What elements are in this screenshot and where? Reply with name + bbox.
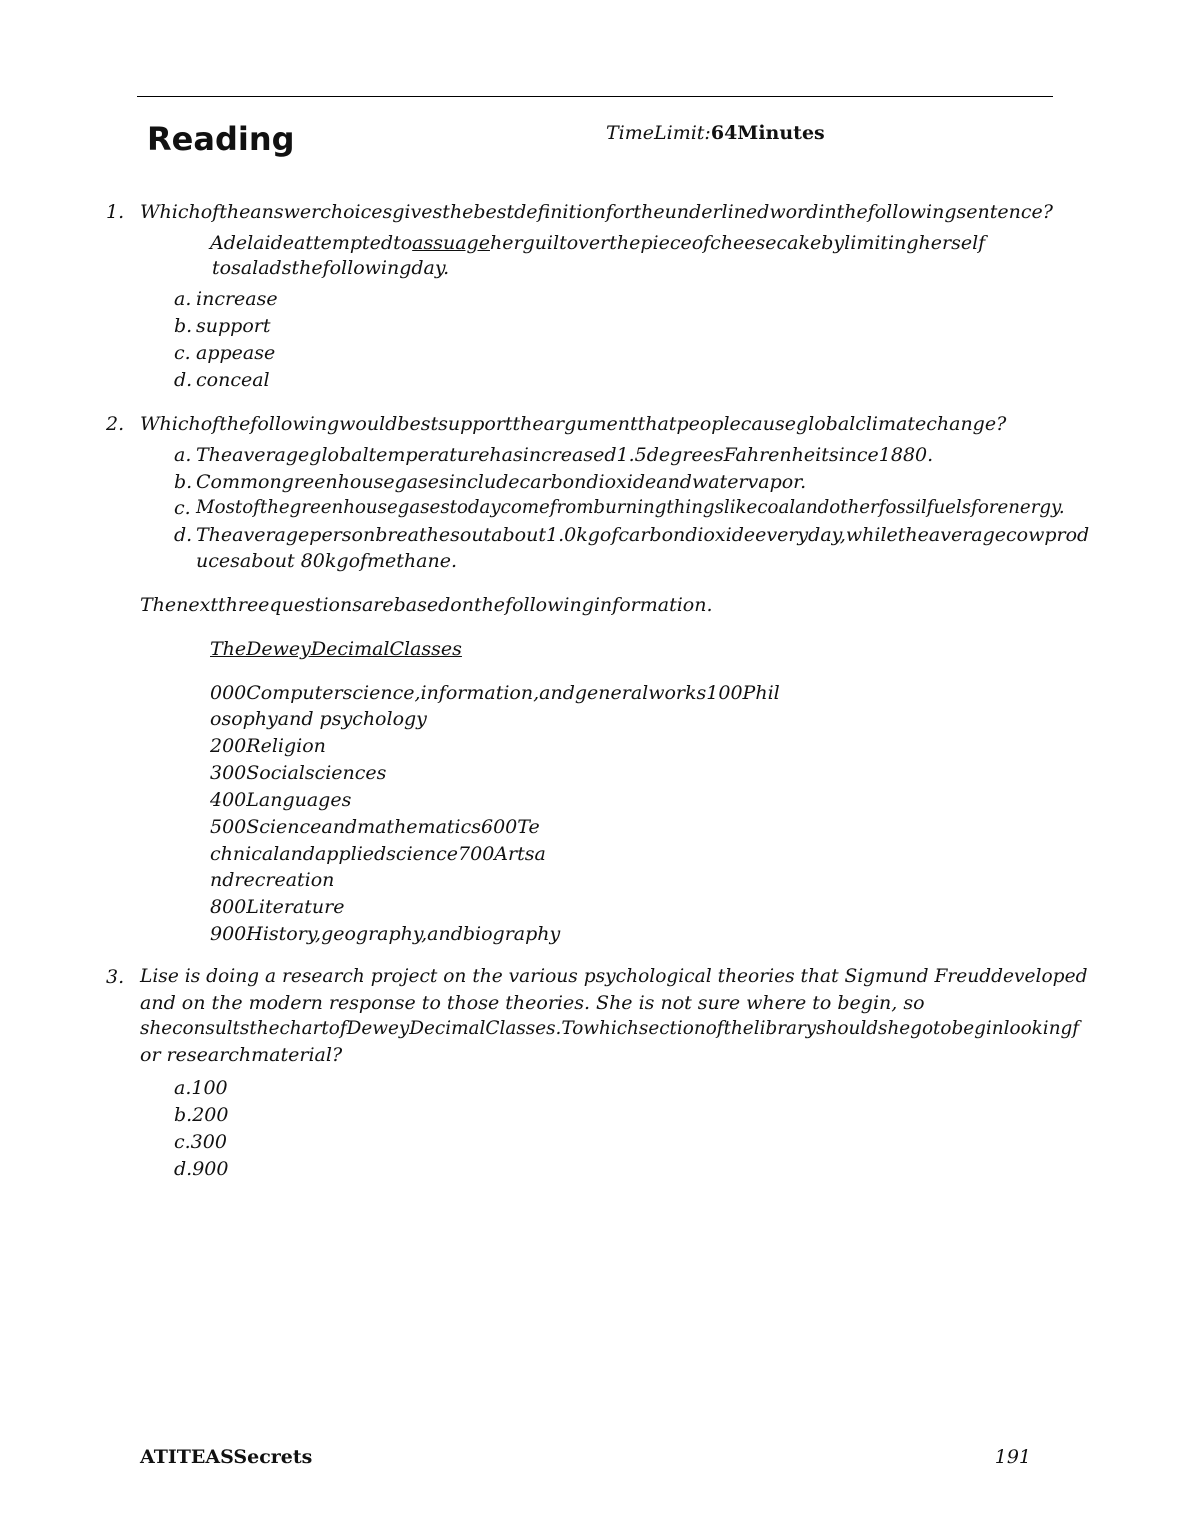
q2-option-d-line2: ucesabout 80kgofmethane. [196, 550, 458, 572]
q1-option-c-letter: c. [174, 342, 191, 364]
dewey-line: 800Literature [210, 896, 345, 918]
question-3-number: 3. [106, 966, 125, 988]
dewey-line: 200Religion [210, 735, 326, 757]
q1-option-d-letter: d. [174, 369, 193, 391]
q3-option-c[interactable]: c.300 [174, 1131, 227, 1153]
question-3-line: and on the modern response to those theories. She is not sure where to begin, so [140, 992, 925, 1014]
time-limit-label: TimeLimit: [606, 122, 711, 144]
q2-option-c-letter: c. [174, 497, 191, 519]
dewey-line: 300Socialsciences [210, 762, 387, 784]
q2-option-a-letter: a. [174, 444, 192, 466]
dewey-line: ndrecreation [210, 869, 335, 891]
q1-option-a[interactable]: increase [196, 288, 278, 310]
question-2-number: 2. [106, 413, 125, 435]
question-3-line: Lise is doing a research project on the various psychological theories that Sigmund Freuddeveloped [140, 966, 1088, 987]
sentence-pre: Adelaideattemptedto [210, 232, 413, 254]
page-number: 191 [994, 1446, 1031, 1468]
question-1-number: 1. [106, 201, 125, 223]
question-2-prompt: Whichofthefollowingwouldbestsupporttheargumentthatpeoplecauseglobalclimatechange? [140, 413, 1007, 435]
q3-option-d[interactable]: d.900 [174, 1158, 229, 1180]
dewey-line: 400Languages [210, 789, 352, 811]
q1-option-b-letter: b. [174, 315, 193, 337]
underlined-word: assuage [412, 232, 490, 254]
q3-option-b[interactable]: b.200 [174, 1104, 229, 1126]
question-1-prompt: Whichoftheanswerchoicesgivesthebestdefinitionfortheunderlinedwordinthefollowingsentence? [140, 201, 1053, 223]
header-rule [137, 96, 1053, 97]
q2-option-d-letter: d. [174, 524, 193, 546]
dewey-line: 500Scienceandmathematics600Te [210, 816, 540, 838]
q2-option-a[interactable]: Theaverageglobaltemperaturehasincreased1.5degreesFahrenheitsince1880. [196, 444, 934, 466]
dewey-line: 900History,geography,andbiography [210, 923, 561, 945]
dewey-line: 000Computerscience,information,andgeneralworks100Phil [210, 682, 780, 704]
q1-option-a-letter: a. [174, 288, 192, 310]
q2-option-c[interactable]: Mostofthegreenhousegasestodaycomefromburningthingslikecoalandotherfossilfuelsforenergy. [196, 497, 1065, 518]
q1-option-c[interactable]: appease [196, 342, 276, 364]
footer-book-title: ATITEASSecrets [140, 1446, 313, 1468]
page-title: Reading [147, 120, 295, 158]
time-limit-value: 64Minutes [710, 122, 825, 144]
question-3-line: or researchmaterial? [140, 1044, 343, 1066]
time-limit [606, 122, 825, 144]
q2-option-d[interactable]: Theaveragepersonbreathesoutabout1.0kgofcarbondioxideeveryday,whiletheaveragecowprod [196, 524, 1090, 546]
question-1-sentence-line2: tosaladsthefollowingday. [212, 257, 450, 279]
dewey-line: chnicalandappliedscience700Artsa [210, 843, 546, 865]
q1-option-d[interactable]: conceal [196, 369, 270, 391]
dewey-heading: TheDeweyDecimalClasses [210, 638, 462, 660]
q3-option-a[interactable]: a.100 [174, 1077, 228, 1099]
question-1-sentence [210, 232, 985, 254]
q2-option-b[interactable]: Commongreenhousegasesincludecarbondioxideandwatervapor. [196, 471, 807, 493]
question-3-line: sheconsultsthechartofDeweyDecimalClasses.Towhichsectionofthelibraryshouldshegotobeginlookingf [140, 1018, 1080, 1039]
sentence-post: herguiltoverthepieceofcheesecakebylimitingherself [489, 232, 986, 254]
q2-option-b-letter: b. [174, 471, 193, 493]
passage-intro: Thenextthreequestionsarebasedonthefollowinginformation. [140, 594, 713, 616]
q1-option-b[interactable]: support [196, 315, 271, 337]
dewey-line: osophyand psychology [210, 708, 427, 730]
